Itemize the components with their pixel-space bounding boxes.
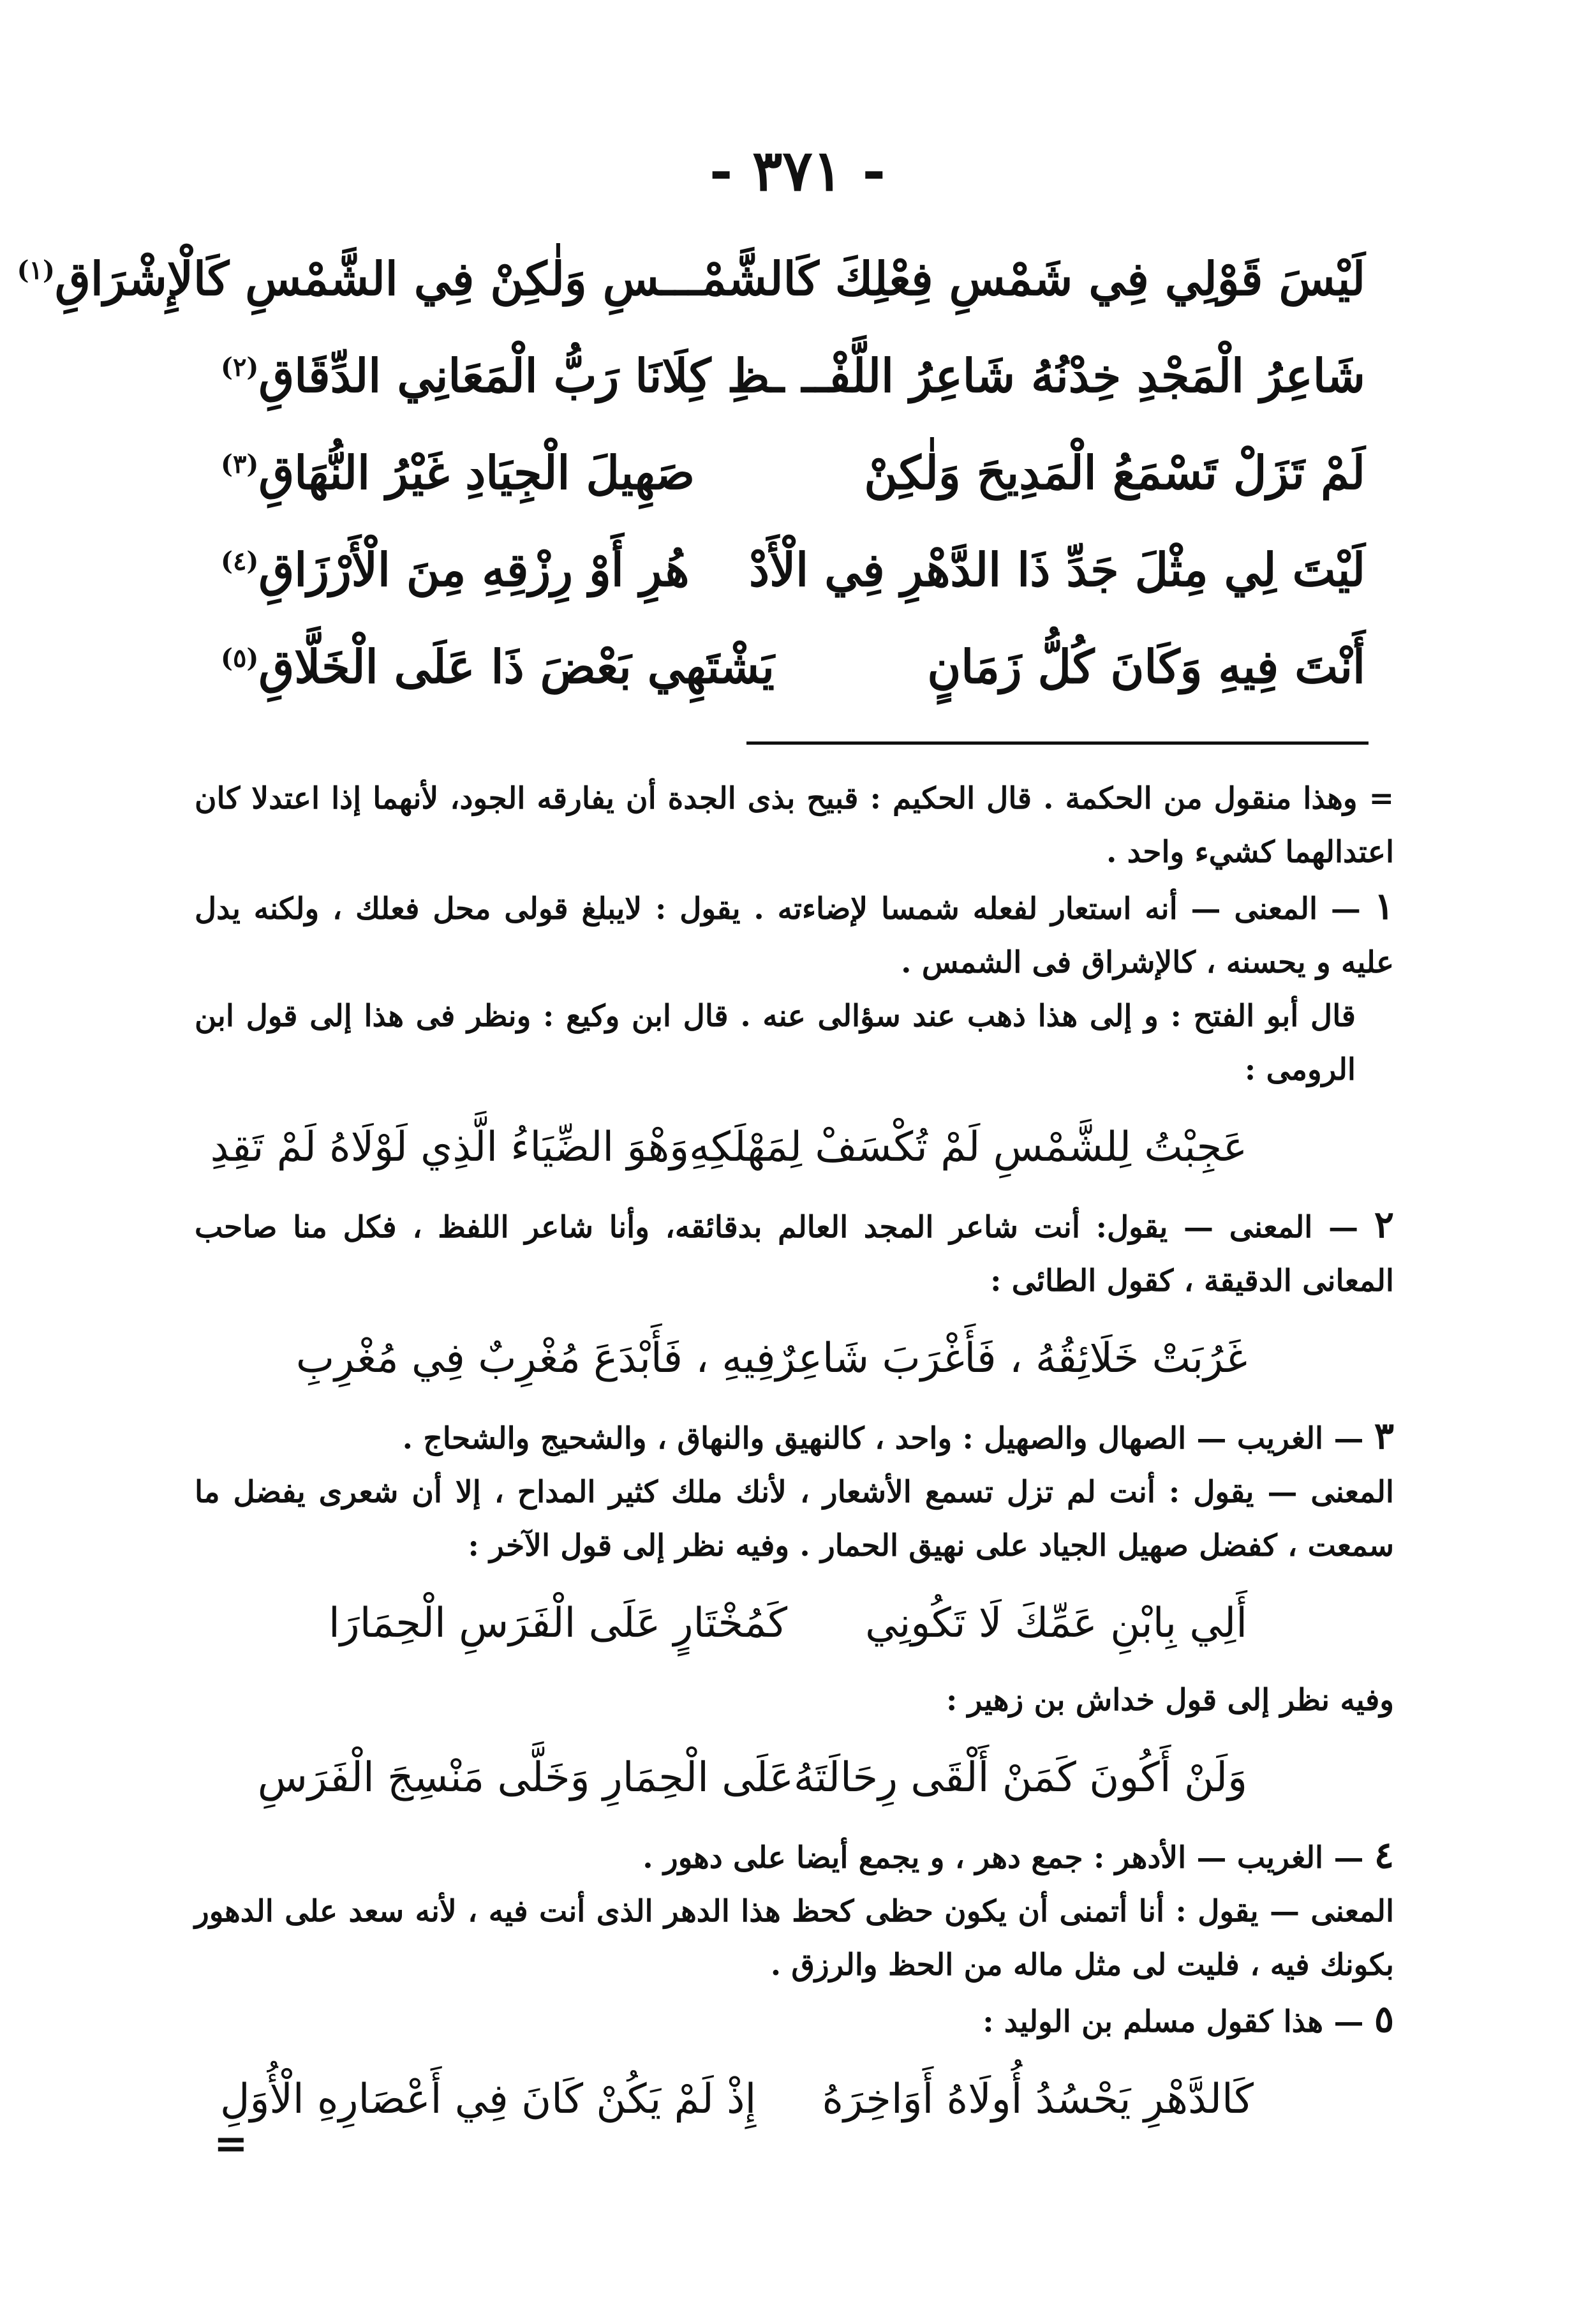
verse-second-hemistich — [217, 639, 775, 694]
note-text: — هذا كقول مسلم بن الوليد : — [983, 2004, 1364, 2039]
verse-line — [17, 230, 1365, 327]
page-number: - ٣٧١ - — [709, 137, 886, 204]
note-5 — [195, 1992, 1394, 2049]
carried-note: = وهذا منقول من الحكمة . قال الحكيم : قبيح بذى الجدة أن يفارقه الجود، لأنهما إذا اعتدلا كان اعتدالهما كشيء واحد . — [195, 781, 1394, 870]
quoted-verse — [295, 1321, 1247, 1396]
commentary-notes — [195, 772, 1394, 2150]
quoted-verse — [210, 1110, 1247, 1185]
verse-line — [217, 327, 1365, 424]
note-number: ١ — [1374, 884, 1394, 928]
verse-first-hemistich: لَيْسَ قَوْلِي فِي شَمْسِ فِعْلِكَ كَالشَّمْــ — [674, 251, 1365, 306]
verse-line — [217, 618, 1365, 715]
note-number: ٥ — [1374, 1997, 1394, 2041]
quoted-verse — [220, 2062, 1254, 2137]
verse-second-hemistich — [217, 445, 695, 500]
note-2 — [195, 1198, 1394, 1308]
verse-second-hemistich — [217, 348, 784, 403]
quoted-second-hemistich: فِيهِ ، فَأَبْدَعَ مُغْرِبٌ فِي مُغْرِبِ — [295, 1335, 776, 1382]
note-3-continuation: وفيه نظر إلى قول خداش بن زهير : — [946, 1683, 1394, 1718]
poem-verses — [17, 230, 1365, 715]
hemistich-text: ـسِ وَلٰكِنْ فِي الشَّمْسِ كَالْإِشْرَاقِ — [54, 251, 675, 306]
hemistich-text: صَهِيلَ الْجِيَادِ غَيْرُ النُّهَاقِ — [258, 445, 695, 500]
quoted-first-hemistich: عَجِبْتُ لِلشَّمْسِ لَمْ تُكْسَفْ لِمَهْلَكِهِ — [689, 1124, 1247, 1171]
verse-first-hemistich: لَيْتَ لِي مِثْلَ جَدِّ ذَا الدَّهْرِ فِي الْأَدْ — [749, 542, 1365, 597]
note-1 — [195, 879, 1394, 990]
verse-second-hemistich — [217, 542, 690, 597]
hemistich-text: يَشْتَهِي بَعْضَ ذَا عَلَى الْخَلَّاقِ — [258, 639, 775, 694]
hemistich-text: ـظِ كِلَانَا رَبُّ الْمَعَانِي الدِّقَاقِ — [258, 348, 785, 403]
verse-first-hemistich: شَاعِرُ الْمَجْدِ خِدْنُهُ شَاعِرُ اللَّفْــ — [801, 348, 1365, 403]
verse-line — [217, 521, 1365, 618]
footnote-marker: (١) — [17, 255, 55, 285]
quoted-first-hemistich: وَلَنْ أَكُونَ كَمَنْ أَلْقَى رِحَالَتَهُ — [793, 1754, 1247, 1801]
footnote-divider — [746, 741, 1369, 745]
note-text: — المعنى — أنه استعار لفعله شمسا لإضاءته . يقول : لايبلغ قولى محل فعلك ، ولكنه يدل عليه و يحسنه ، كالإشراق فى الشمس . — [195, 891, 1394, 980]
footnote-marker: (٥) — [221, 643, 259, 673]
quoted-first-hemistich: أَلِي بِابْنِ عَمِّكَ لَا تَكُونِي — [865, 1600, 1247, 1647]
note-text: — المعنى — يقول: أنت شاعر المجد العالم بدقائقه، وأنا شاعر اللفظ ، فكل منا صاحب المعانى الدقيقة ، كقول الطائى : — [195, 1210, 1394, 1299]
note-4 — [195, 1828, 1394, 1885]
verse-first-hemistich: أَنْتَ فِيهِ وَكَانَ كُلُّ زَمَانٍ — [927, 639, 1365, 694]
footnote-marker: (٤) — [221, 546, 259, 576]
note-4-meaning: المعنى — يقول : أنا أتمنى أن يكون حظى كحظ هذا الدهر الذى أنت فيه ، لأنه سعد على الدهور بكونك فيه ، فليت لى مثل ماله من الحظ والرزق . — [195, 1894, 1394, 1983]
quoted-second-hemistich: كَمُخْتَارٍ عَلَى الْفَرَسِ الْحِمَارَا — [329, 1600, 788, 1647]
quoted-second-hemistich: إِذْ لَمْ يَكُنْ كَانَ فِي أَعْصَارِهِ الْأُوَلِ — [220, 2076, 757, 2123]
footnote-marker: (٢) — [221, 352, 259, 382]
quoted-first-hemistich: غَرُبَتْ خَلَائِقُهُ ، فَأَغْرَبَ شَاعِرٌ — [775, 1335, 1247, 1382]
note-number: ٣ — [1374, 1414, 1394, 1457]
note-text: — الغريب — الصهال والصهيل : واحد ، كالنهيق والنهاق ، والشحيج والشحاج . — [402, 1421, 1364, 1456]
footnote-marker: (٣) — [221, 449, 259, 479]
note-3 — [195, 1409, 1394, 1466]
note-number: ٢ — [1374, 1203, 1394, 1246]
continuation-mark: = — [214, 2120, 248, 2168]
quoted-second-hemistich: عَلَى الْحِمَارِ وَخَلَّى مَنْسِجَ الْفَرَسِ — [257, 1754, 794, 1801]
hemistich-text: هُرِ أَوْ رِزْقِهِ مِنَ الْأَرْزَاقِ — [258, 542, 690, 597]
quoted-second-hemistich: وَهْوَ الضِّيَاءُ الَّذِي لَوْلَاهُ لَمْ تَقِدِ — [210, 1124, 690, 1171]
verse-second-hemistich — [13, 251, 675, 306]
note-text: — الغريب — الأدهر : جمع دهر ، و يجمع أيضا على دهور . — [642, 1840, 1364, 1875]
quoted-first-hemistich: كَالدَّهْرِ يَحْسُدُ أُولَاهُ أَوَاخِرَهُ — [822, 2076, 1254, 2123]
note-number: ٤ — [1374, 1833, 1394, 1877]
verse-first-hemistich: لَمْ تَزَلْ تَسْمَعُ الْمَدِيحَ وَلٰكِنْ — [864, 445, 1365, 500]
verse-line — [217, 424, 1365, 521]
note-1-continuation: قال أبو الفتح : و إلى هذا ذهب عند سؤالى عنه . قال ابن وكيع : ونظر فى هذا إلى قول ابن الرومى : — [195, 999, 1356, 1087]
note-3-meaning: المعنى — يقول : أنت لم تزل تسمع الأشعار ، لأنك ملك كثير المداح ، إلا أن شعرى يفضل ما سمعت ، كفضل صهيل الجياد على نهيق الحمار . وفيه نظر إلى قول الآخر : — [195, 1475, 1394, 1563]
quoted-verse — [257, 1740, 1247, 1815]
quoted-verse — [329, 1586, 1247, 1661]
